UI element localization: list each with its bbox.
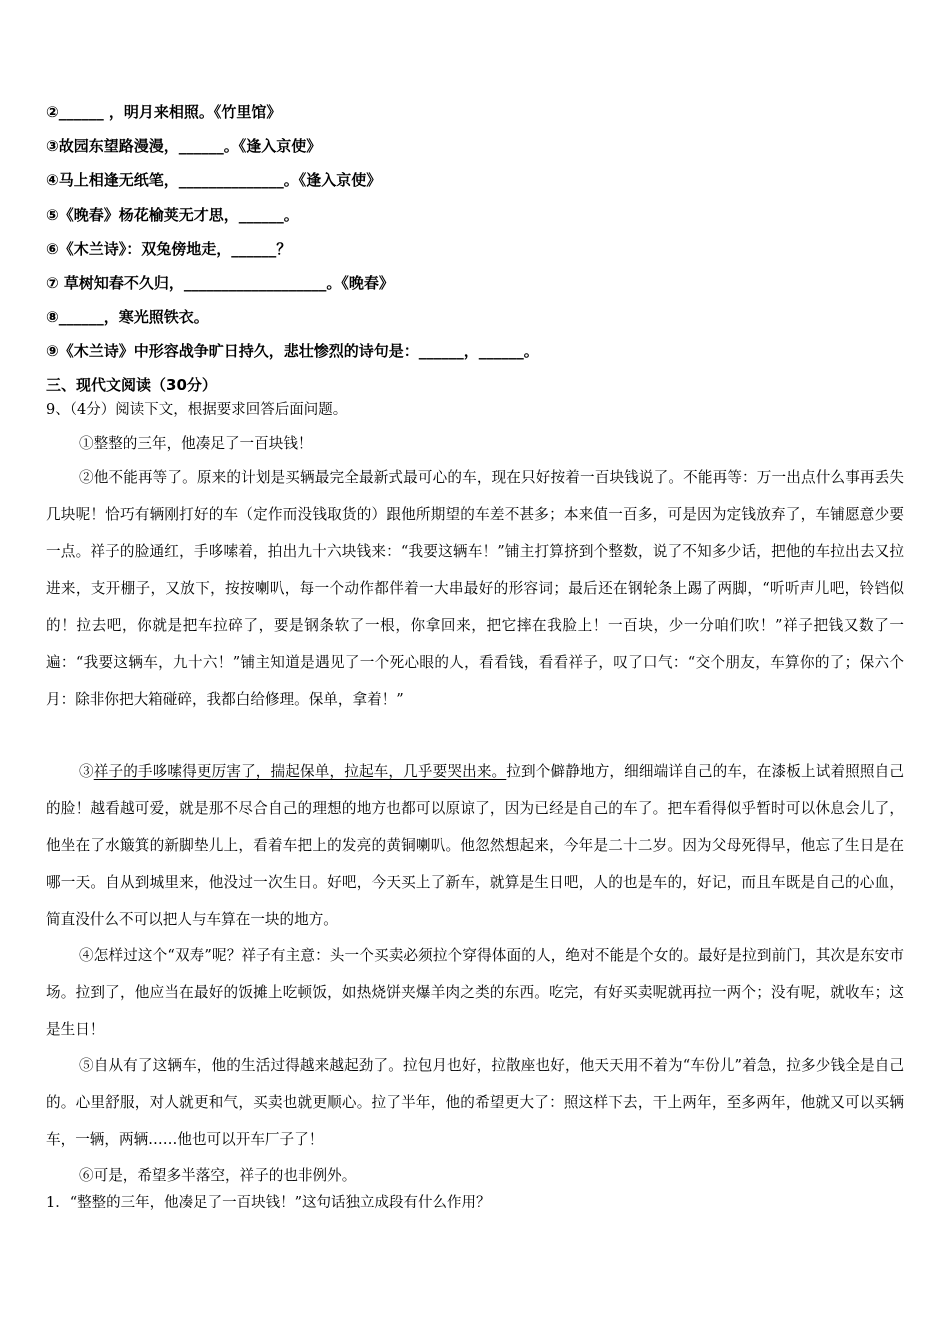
passage-paragraph-6: ⑥可是，希望多半落空，祥子的也非例外。: [79, 1167, 357, 1184]
poem-line-2: ②______ ，明月来相照。《竹里馆》: [46, 103, 282, 121]
passage-paragraph-3: [46, 753, 904, 938]
paragraph-3-rest: 拉到个僻静地方，细细端详自己的车，在漆板上试着照照自己的脸！越看越可爱，就是那不尽合自己的理想的地方也都可以原谅了，因为已经是自己的车了。把车看得似乎暂时可以休息会儿了，他坐在了水簸箕的新脚垫儿上，看着车把上的发亮的黄铜喇叭。他忽然想起来，今年是二十二岁。因为父母死得早，他忘了生日是在哪一天。自从到城里来，他没过一次生日。好吧，今天买上了新车，就算是生日吧，人的也是车的，好记，而且车既是自己的心血，简直没什么不可以把人与车算在一块的地方。: [46, 763, 904, 928]
passage-paragraph-4: ④怎样过这个“双寿”呢？祥子有主意：头一个买卖必须拉个穿得体面的人，绝对不能是个女的。最好是拉到前门，其次是东安市场。拉到了，他应当在最好的饭摊上吃顿饭，如热烧饼夹爆羊肉之类的东西。吃完，有好买卖呢就再拉一两个；没有呢，就收车；这是生日！: [46, 947, 904, 1038]
passage-paragraph-5: ⑤自从有了这辆车，他的生活过得越来越起劲了。拉包月也好，拉散座也好，他天天用不着为“车份儿”着急，拉多少钱全是自己的。心里舒服，对人就更和气，买卖也就更顺心。拉了半年，他的希望更大了：照这样下去，干上两年，至多两年，他就又可以买辆车，一辆，两辆……他也可以开车厂子了！: [46, 1057, 904, 1148]
question-instruction: 9、（4分）阅读下文，根据要求回答后面问题。: [46, 402, 348, 418]
underlined-sentence: 祥子的手哆嗦得更厉害了，揣起保单，拉起车，几乎要哭出来。: [93, 763, 507, 780]
poem-line-5: ⑤《晚春》杨花榆荚无才思，______。: [46, 206, 299, 224]
poem-line-7: ⑦ 草树知春不久归，___________________。《晚春》: [46, 274, 394, 292]
poem-line-3: ③故园东望路漫漫，______。《逢入京使》: [46, 137, 322, 155]
paragraph-3-number: ③: [79, 763, 94, 780]
section-title: 三、现代文阅读（30分）: [46, 376, 217, 394]
passage-paragraph-1: ①整整的三年，他凑足了一百块钱！: [79, 435, 313, 452]
passage-paragraph-2: ②他不能再等了。原来的计划是买辆最完全最新式最可心的车，现在只好按着一百块钱说了。不能再等：万一出点什么事再丢失几块呢！恰巧有辆刚打好的车（定作而没钱取货的）跟他所期望的车差不甚多；本来值一百多，可是因为定钱放弃了，车铺愿意少要一点。祥子的脸通红，手哆嗦着，拍出九十六块钱来：“我要这辆车！”铺主打算挤到个整数，说了不知多少话，把他的车拉出去又拉进来，支开棚子，又放下，按按喇叭，每一个动作都伴着一大串最好的形容词；最后还在钢轮条上踢了两脚，“听听声儿吧，铃铛似的！拉去吧，你就是把车拉碎了，要是钢条软了一根，你拿回来，把它摔在我脸上！一百块，少一分咱们吹！”祥子把钱又数了一遍：“我要这辆车，九十六！”铺主知道是遇见了一个死心眼的人，看看钱，看看祥子，叹了口气：“交个朋友，车算你的了；保六个月：除非你把大箱碰碎，我都白给修理。保单，拿着！”: [46, 469, 904, 708]
poem-line-6: ⑥《木兰诗》：双兔傍地走，______？: [46, 240, 292, 258]
poem-line-8: ⑧______，寒光照铁衣。: [46, 308, 209, 326]
question-1: 1．“整整的三年，他凑足了一百块钱！”这句话独立成段有什么作用？: [46, 1195, 491, 1211]
poem-line-9: ⑨《木兰诗》中形容战争旷日持久，悲壮惨烈的诗句是：______，______。: [46, 342, 539, 360]
poem-line-4: ④马上相逢无纸笔，______________。《逢入京使》: [46, 171, 382, 189]
